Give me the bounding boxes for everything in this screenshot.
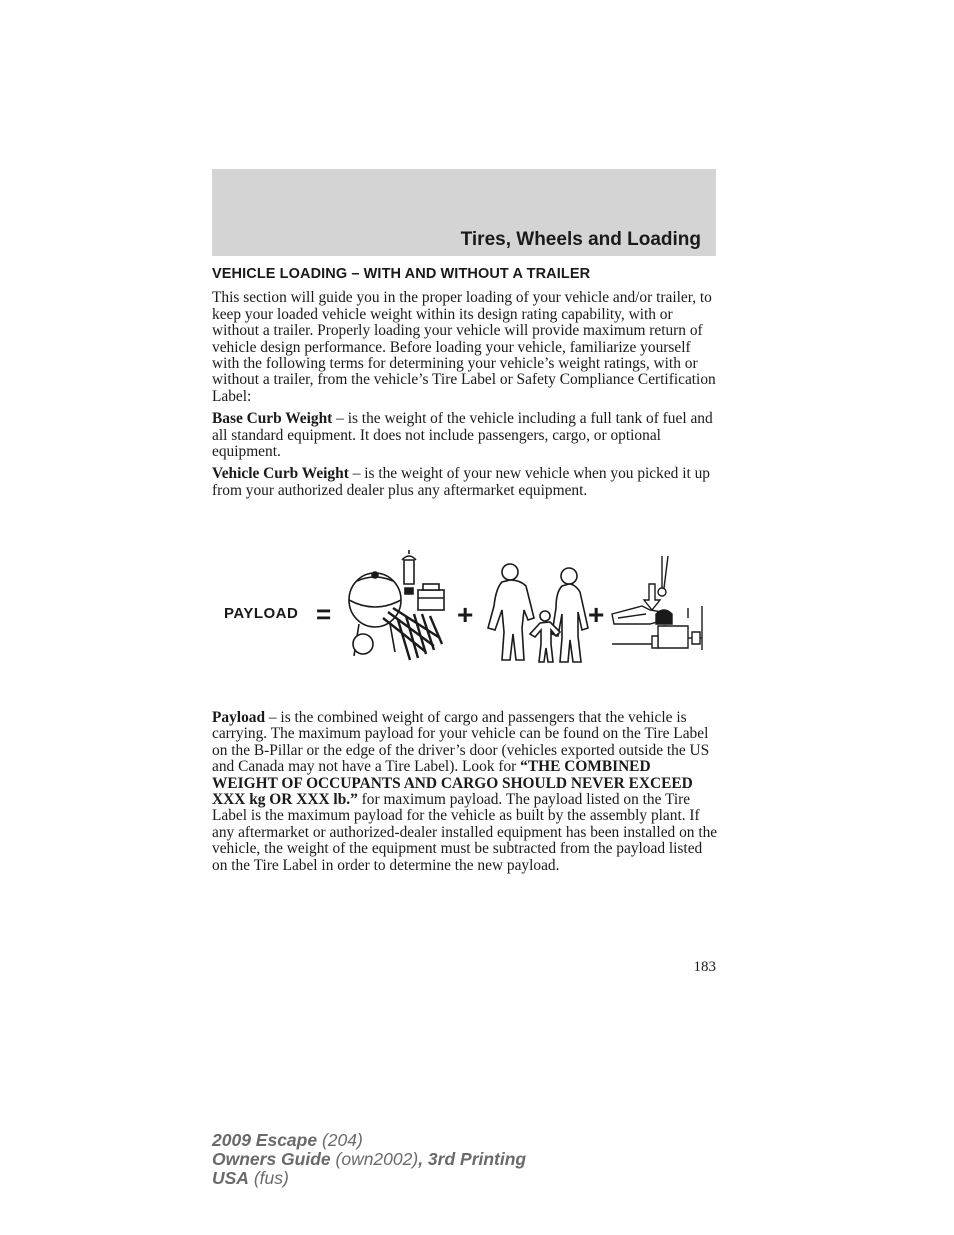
base-curb-weight-term: Base Curb Weight	[212, 410, 333, 428]
payload-figure	[212, 548, 716, 670]
cargo-icon	[349, 550, 444, 660]
document-footer	[212, 1131, 526, 1188]
payload-illustration	[212, 548, 716, 670]
payload-paragraph	[212, 710, 718, 874]
footer-guide: Owners Guide	[212, 1149, 331, 1169]
payload-text-1: – is the combined weight of cargo and passengers that the vehicle is carrying. The maximum payload for your vehicle can be found on the Tire Label on the B-Pillar or the edge of the driver’s door (vehicles exported outside the US and Canada may not have a Tire Label). Look for	[212, 709, 710, 776]
vehicle-curb-weight-term: Vehicle Curb Weight	[212, 465, 349, 483]
payload-label: PAYLOAD	[224, 605, 299, 622]
vehicle-curb-weight-text: – is the weight of your new vehicle when you picked it up from your authorized dealer plus any aftermarket equipment.	[212, 465, 710, 499]
trailer-tongue-icon	[612, 556, 702, 650]
base-curb-weight-text: – is the weight of the vehicle including a full tank of fuel and all standard equipment. It does not include passengers, cargo, or optional equipment.	[212, 410, 713, 461]
footer-line-model	[212, 1131, 526, 1150]
intro-content	[212, 266, 718, 505]
footer-model: 2009 Escape	[212, 1130, 318, 1150]
payload-emphasis: “THE COMBINED WEIGHT OF OCCUPANTS AND CARGO SHOULD NEVER EXCEED XXX kg OR XXX lb.”	[212, 758, 693, 809]
footer-line-market	[212, 1169, 526, 1188]
page-number: 183	[693, 959, 716, 975]
plus-sign-1: +	[457, 599, 474, 630]
chapter-header	[212, 169, 716, 256]
payload-text-2: for maximum payload. The payload listed on the Tire Label is the maximum payload for the vehicle as built by the assembly plant. If any aftermarket or authorized-dealer installed equipment has been installed on the vehicle, the weight of the equipment must be subtracted from the payload listed on the Tire Label in order to determine the new payload.	[212, 791, 718, 874]
plus-sign-2: +	[588, 599, 605, 630]
footer-model-code: (204)	[317, 1130, 363, 1150]
footer-line-guide	[212, 1150, 526, 1169]
footer-printing: , 3rd Printing	[418, 1149, 527, 1169]
section-title: VEHICLE LOADING – WITH AND WITHOUT A TRAILER	[212, 266, 591, 282]
base-curb-weight-paragraph	[212, 411, 718, 460]
vehicle-curb-weight-paragraph	[212, 466, 718, 499]
footer-market: USA	[212, 1168, 249, 1188]
equals-sign: =	[316, 599, 332, 629]
footer-guide-code: (own2002)	[330, 1149, 419, 1169]
intro-paragraph: This section will guide you in the proper loading of your vehicle and/or trailer, to keep your loaded vehicle weight within its design rating capability, with or without a trailer. Properly loading your vehicle will provide maximum return of vehicle design performance. Before loading your vehicle, familiarize yourself with the following terms for determining your vehicle’s weight ratings, with or without a trailer, from the vehicle’s Tire Label or Safety Compliance Certification Label:	[212, 289, 716, 405]
passengers-icon	[488, 564, 588, 662]
payload-term: Payload	[212, 709, 266, 726]
footer-market-code: (fus)	[248, 1168, 289, 1188]
chapter-title: Tires, Wheels and Loading	[460, 229, 701, 250]
